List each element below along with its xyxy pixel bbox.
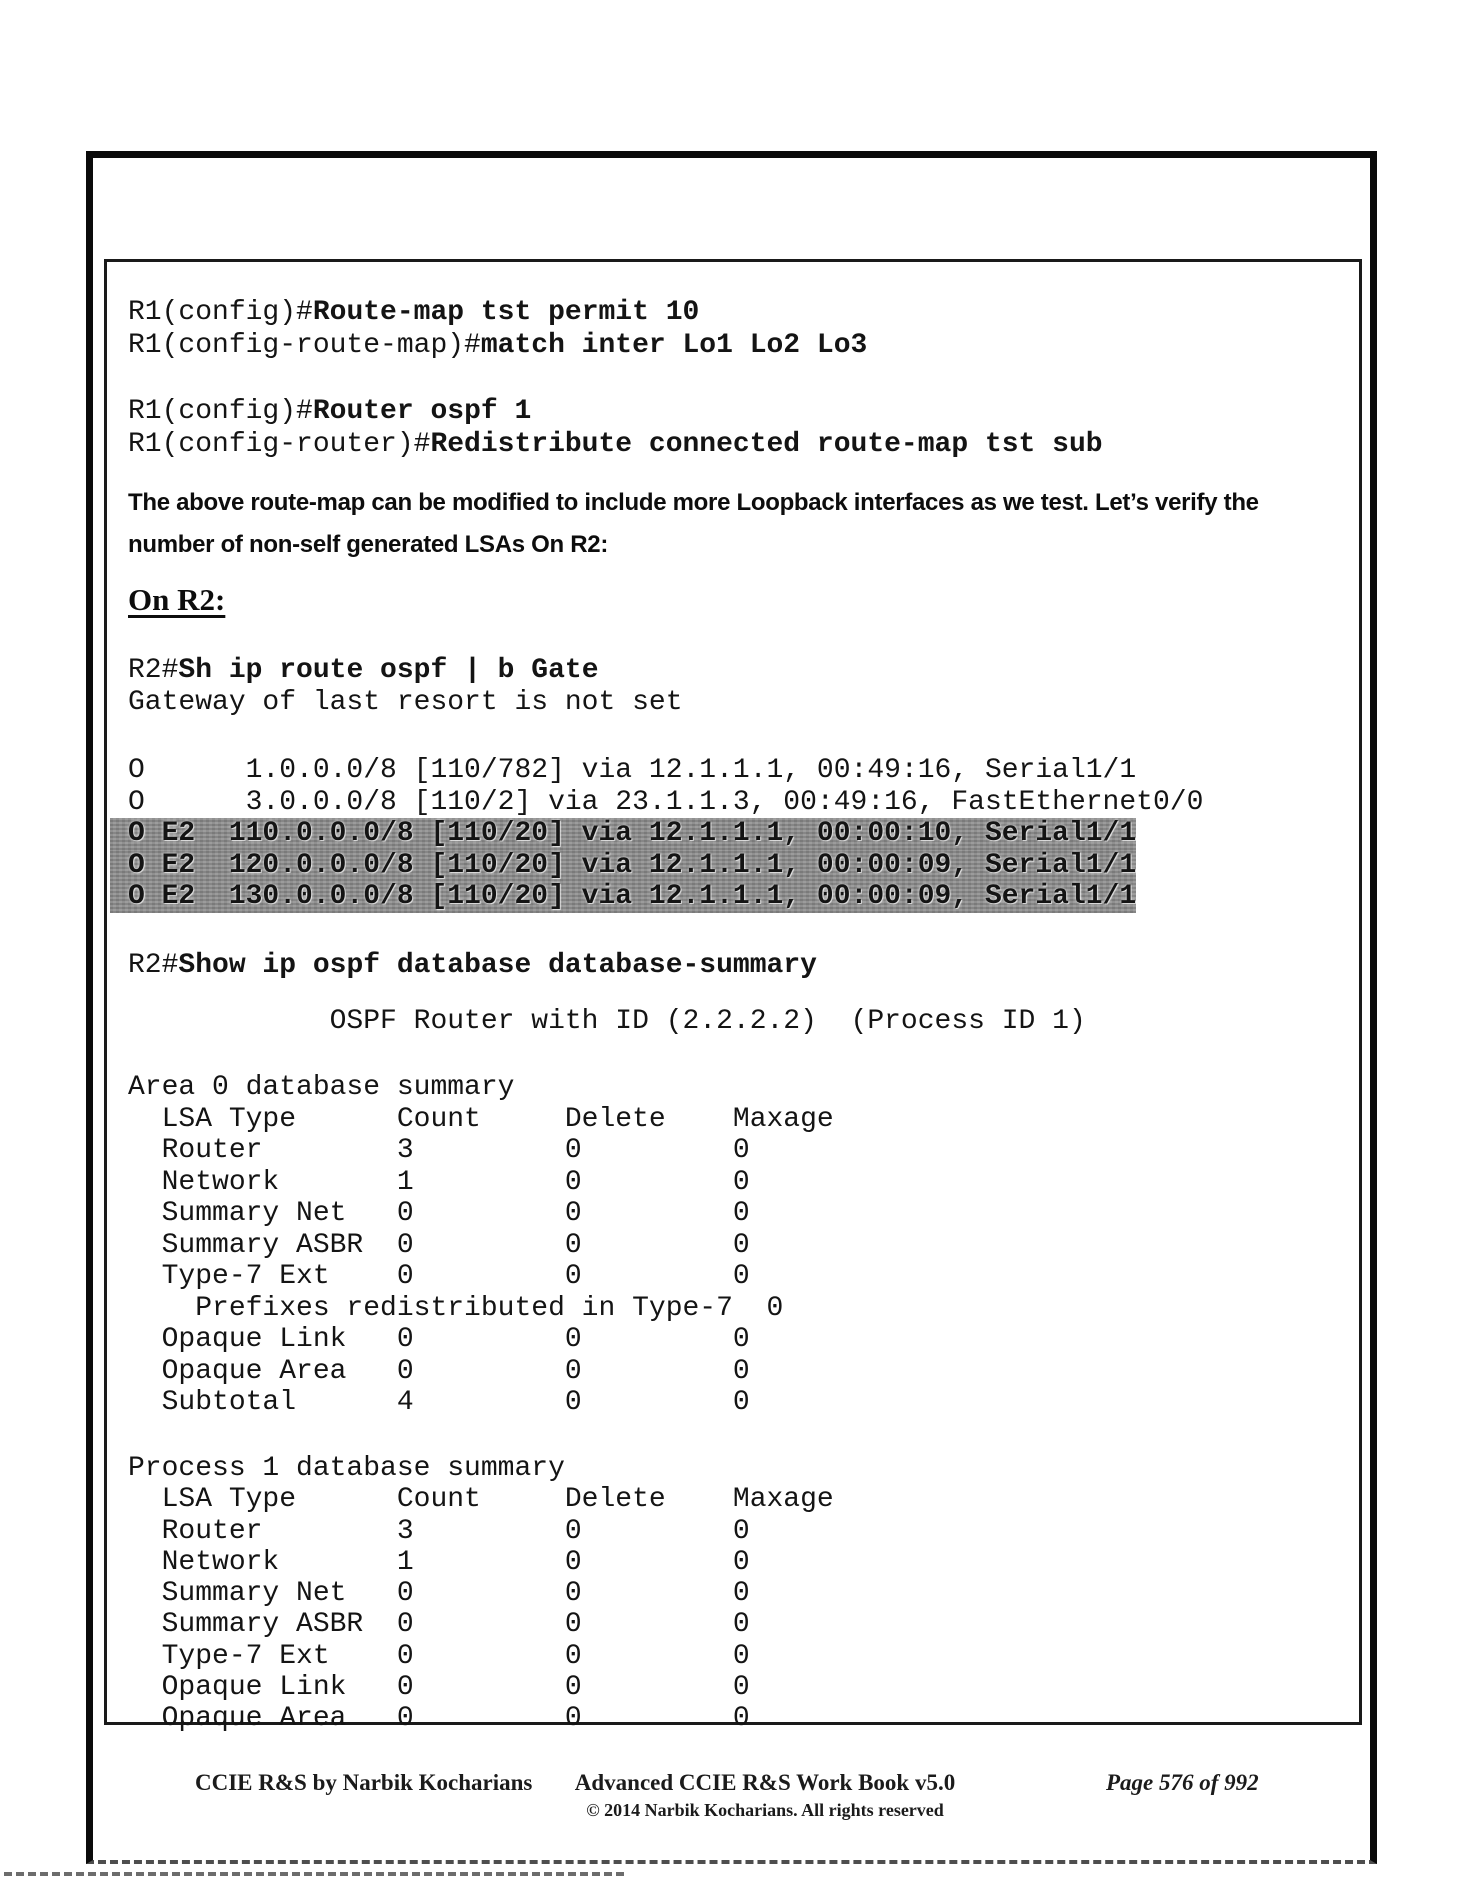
console-line (128, 1230, 834, 1262)
console-line (128, 1006, 1086, 1038)
process1-database-summary-table (128, 1453, 834, 1735)
console-line (128, 950, 817, 982)
console-text: Gateway of last resort is not set (128, 687, 683, 718)
console-line (128, 1547, 834, 1578)
console-line (128, 428, 1103, 461)
console-line (128, 296, 1103, 329)
console-text: Summary ASBR 0 0 0 (128, 1229, 750, 1261)
console-text: OSPF Router with ID (2.2.2.2) (Process ID 1) (128, 1006, 1086, 1037)
ospf-router-id-line (128, 1006, 1086, 1038)
console-text: Network 1 0 0 (128, 1166, 750, 1198)
footer-book-title-group (540, 1770, 990, 1821)
console-line (128, 655, 683, 687)
console-text: R2# (128, 655, 179, 686)
console-line (128, 1135, 834, 1167)
console-line (128, 1578, 834, 1609)
console-text: Subtotal 4 0 0 (128, 1387, 750, 1418)
console-text: R1(config)# (128, 297, 313, 328)
footer-book-title: Advanced CCIE R&S Work Book v5.0 (574, 1770, 956, 1795)
show-ip-route-command-block (128, 655, 683, 719)
console-line (128, 1198, 834, 1230)
console-line (128, 395, 1103, 428)
console-text: Prefixes redistributed in Type-7 0 (128, 1292, 784, 1324)
console-line (128, 1641, 834, 1672)
footer-copyright: © 2014 Narbik Kocharians. All rights reserved (586, 1800, 944, 1820)
console-text: Opaque Link 0 0 0 (128, 1672, 750, 1704)
console-text: LSA Type Count Delete Maxage (128, 1484, 834, 1516)
console-command-text: match inter Lo1 Lo2 Lo3 (480, 330, 868, 361)
console-text: Summary Net 0 0 0 (128, 1578, 750, 1610)
console-line (128, 1672, 834, 1703)
console-text: R1(config)# (128, 396, 313, 427)
area0-database-summary-table (128, 1072, 834, 1419)
console-command-text: Redistribute connected route-map tst sub (430, 429, 1103, 460)
footer-author: CCIE R&S by Narbik Kocharians (195, 1770, 533, 1795)
console-line-highlighted (110, 881, 1136, 913)
console-text: R1(config-route-map)# (128, 330, 481, 361)
console-text: O 1.0.0.0/8 [110/782] via 12.1.1.1, 00:49:16, Serial1/1 (128, 755, 1137, 786)
console-line (128, 1703, 834, 1734)
console-text: Process 1 database summary (128, 1453, 565, 1484)
console-text: Summary Net 0 0 0 (128, 1198, 750, 1229)
console-text: R2# (128, 950, 179, 981)
console-text: Opaque Area 0 0 0 (128, 1703, 750, 1735)
console-text: Area 0 database summary (128, 1072, 515, 1103)
scan-edge-artifact (4, 1872, 624, 1876)
note-line-2: number of non-self generated LSAs On R2: (128, 531, 609, 558)
console-line (128, 755, 1203, 787)
console-line (128, 1609, 834, 1640)
console-line-highlighted (110, 850, 1136, 882)
console-line (128, 1324, 834, 1356)
config-commands-block (128, 296, 1103, 461)
console-command-text: O E2 120.0.0.0/8 [110/20] via 12.1.1.1, 00:00:09, Serial1/1 (128, 849, 1137, 881)
console-text: Opaque Link 0 0 0 (128, 1324, 750, 1355)
section-heading-on-r2: On R2: (128, 582, 226, 617)
console-line (128, 1293, 834, 1325)
console-line (128, 1453, 834, 1484)
console-text: O 3.0.0.0/8 [110/2] via 23.1.1.3, 00:49:16, FastEthernet0/0 (128, 786, 1204, 818)
console-command-text: Show ip ospf database database-summary (178, 950, 817, 981)
console-line (128, 1484, 834, 1515)
console-command-text: O E2 130.0.0.0/8 [110/20] via 12.1.1.1, 00:00:09, Serial1/1 (128, 881, 1137, 912)
console-text: Router 3 0 0 (128, 1515, 750, 1547)
console-line-highlighted (110, 818, 1136, 850)
console-line (128, 1356, 834, 1388)
console-command-text: Route-map tst permit 10 (312, 297, 700, 328)
console-text: Type-7 Ext 0 0 0 (128, 1261, 750, 1292)
console-line (128, 1167, 834, 1199)
footer-page-number: Page 576 of 992 (1106, 1770, 1259, 1795)
console-line (128, 1104, 834, 1136)
show-ospf-database-command-block (128, 950, 817, 982)
note-line-1: The above route-map can be modified to include more Loopback interfaces as we test. Let’s verify the (128, 489, 1259, 516)
explanatory-note (128, 482, 1259, 566)
console-command-text: Sh ip route ospf | b Gate (178, 655, 599, 686)
console-line (128, 1261, 834, 1293)
console-text: R1(config-router)# (128, 429, 431, 460)
console-line (128, 687, 683, 719)
route-table-block (128, 755, 1203, 913)
console-text: Opaque Area 0 0 0 (128, 1355, 750, 1387)
console-text: Router 3 0 0 (128, 1135, 750, 1166)
console-line (128, 1387, 834, 1419)
console-line (128, 787, 1203, 819)
console-text: Summary ASBR 0 0 0 (128, 1609, 750, 1641)
console-line (128, 329, 1103, 362)
console-command-text: O E2 110.0.0.0/8 [110/20] via 12.1.1.1, 00:00:10, Serial1/1 (128, 818, 1137, 849)
console-command-text: Router ospf 1 (312, 396, 532, 427)
console-line (128, 362, 1103, 395)
console-line (128, 1072, 834, 1104)
console-text: Network 1 0 0 (128, 1546, 750, 1578)
console-line (128, 1516, 834, 1547)
console-text: LSA Type Count Delete Maxage (128, 1103, 834, 1135)
console-text: Type-7 Ext 0 0 0 (128, 1640, 750, 1672)
